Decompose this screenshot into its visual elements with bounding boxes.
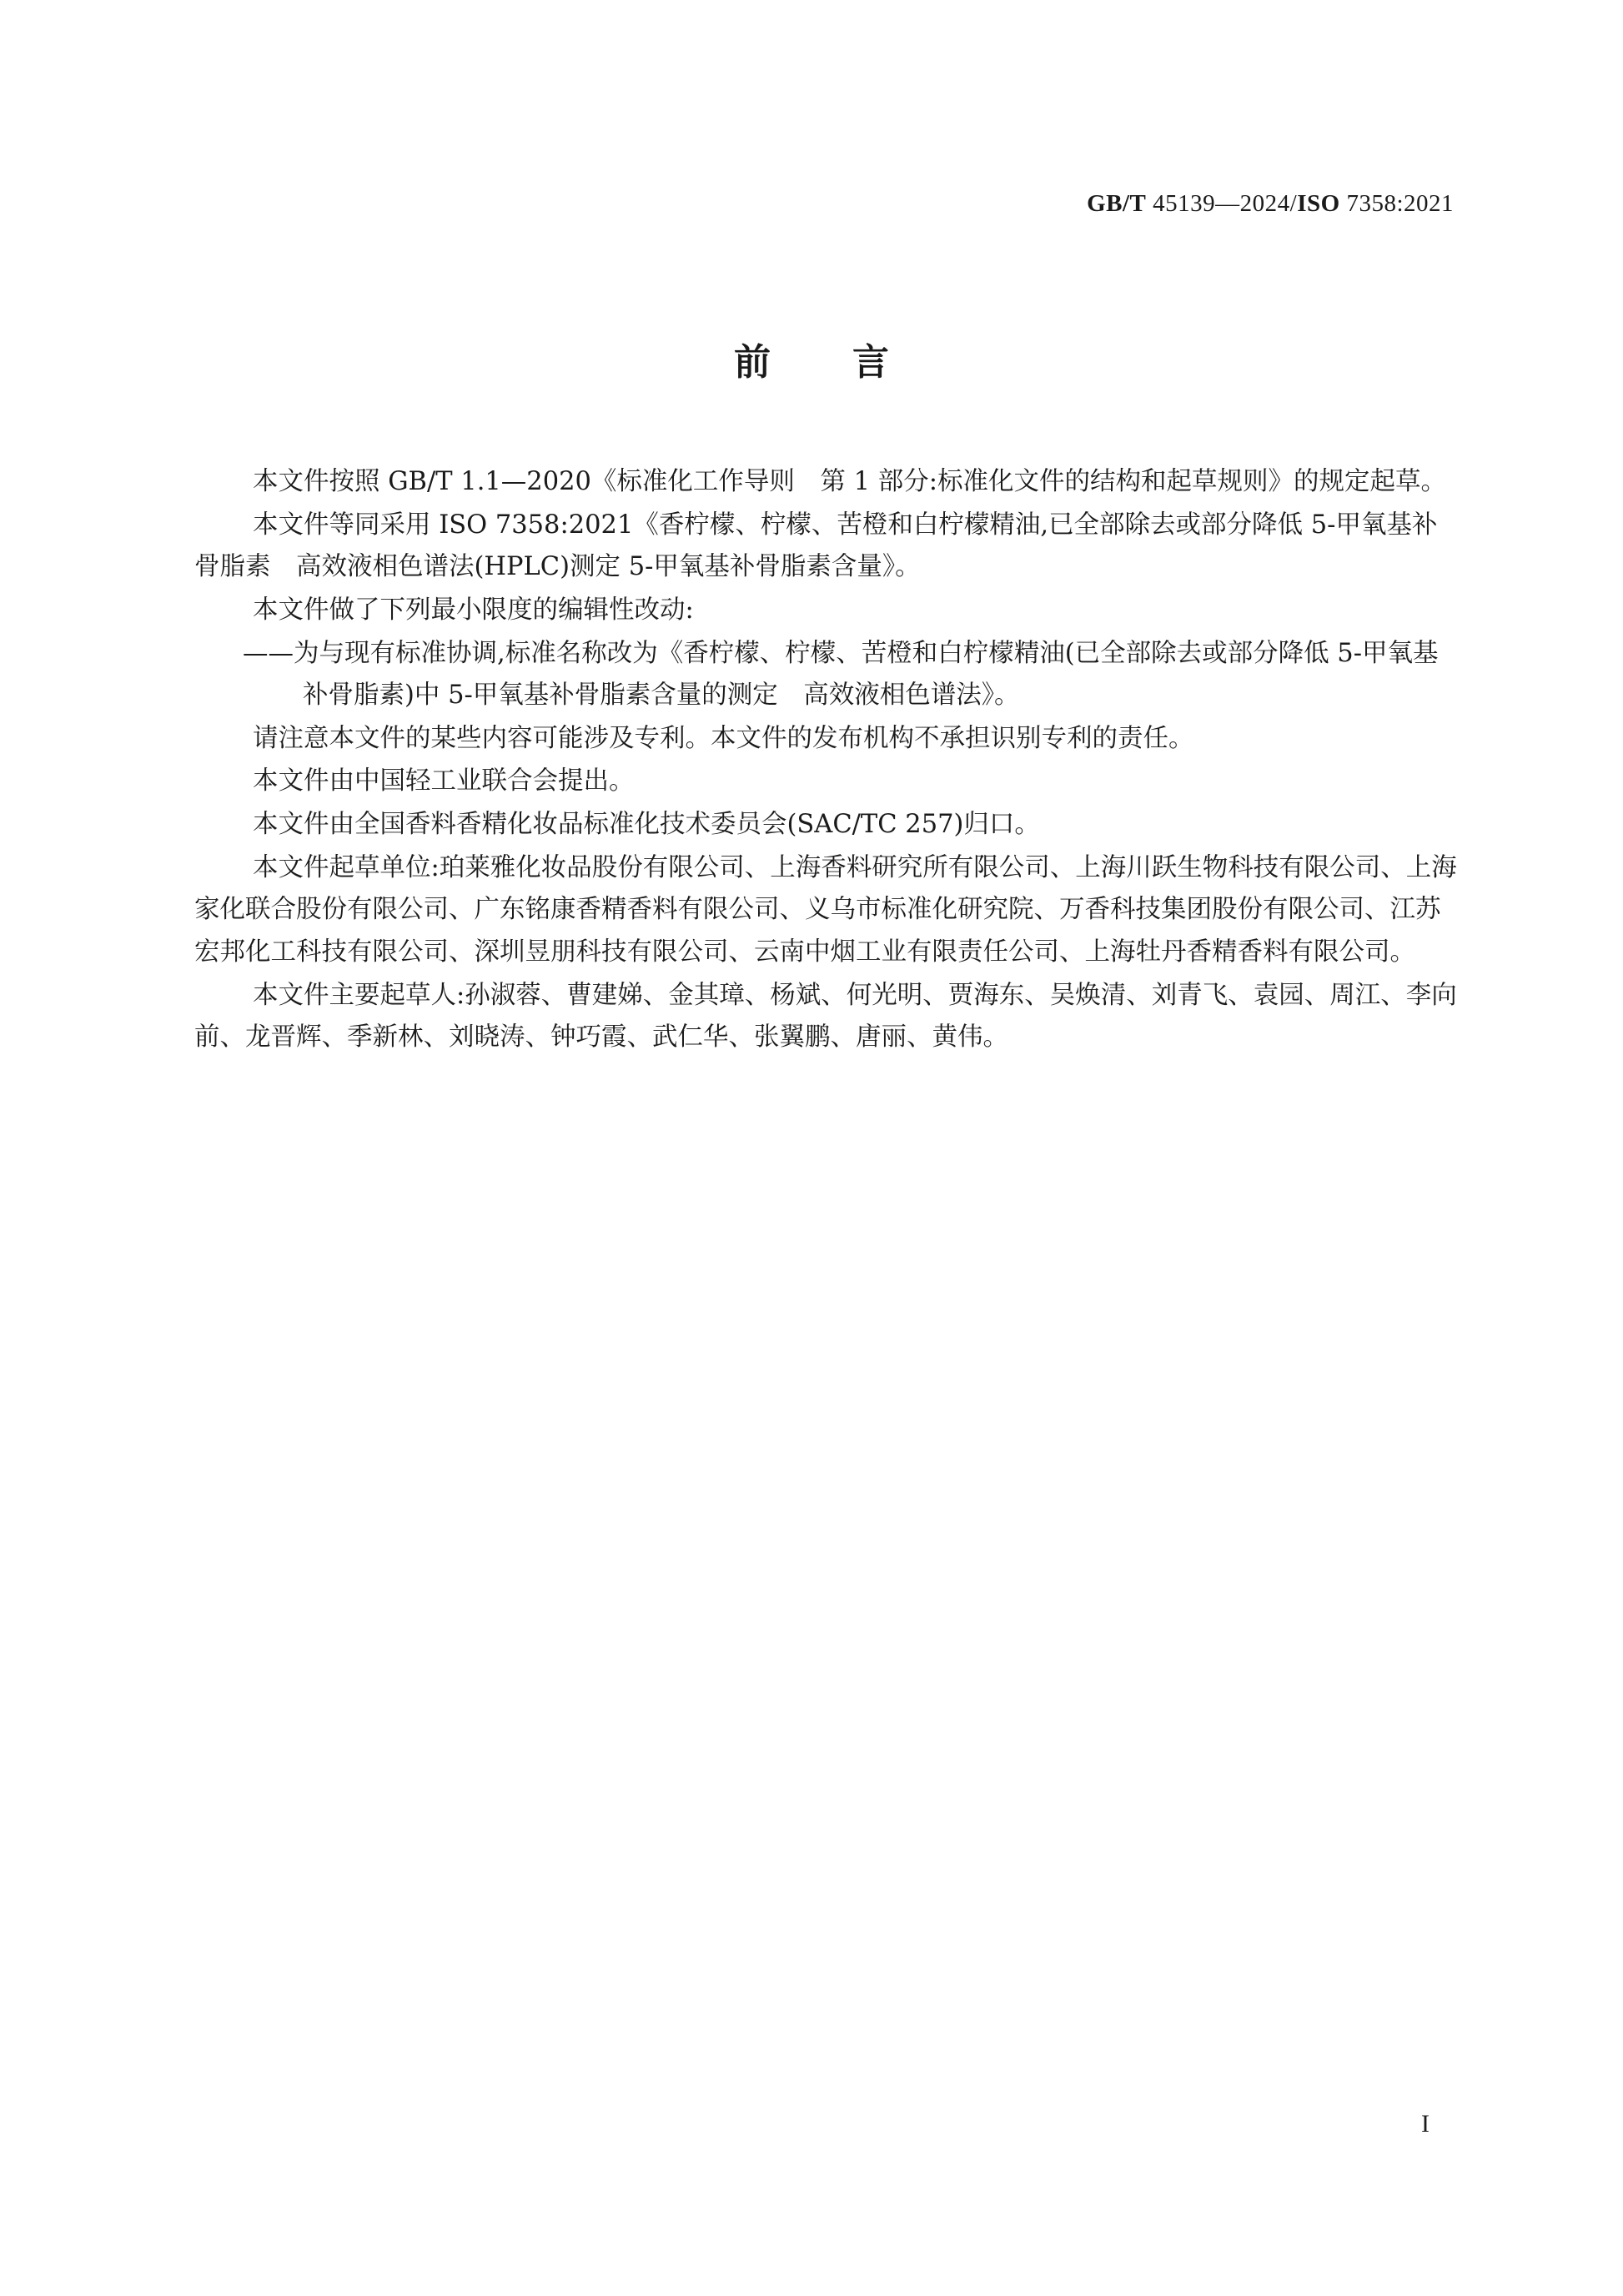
paragraph-drafting-rules: 本文件按照 GB/T 1.1—2020《标准化工作导则 第 1 部分:标准化文件的结构和起草规则》的规定起草。 bbox=[253, 467, 1446, 496]
std-prefix: GB/T bbox=[1087, 190, 1147, 217]
page-title: 前言 bbox=[734, 341, 971, 384]
standard-number: GB/T 45139—2024/ISO 7358:2021 bbox=[1087, 190, 1454, 217]
list-item-title-change: ——为与现有标准协调,标准名称改为《香柠檬、柠檬、苦橙和白柠檬精油(已全部除去或部分降低 5-甲氧基补骨脂素)中 5-甲氧基补骨脂素含量的测定 高效液相色谱法》。 bbox=[243, 638, 1439, 711]
page-number: I bbox=[1421, 2110, 1430, 2138]
paragraph-patent-notice: 请注意本文件的某些内容可能涉及专利。本文件的发布机构不承担识别专利的责任。 bbox=[253, 723, 1194, 753]
iso-number: 7358:2021 bbox=[1346, 190, 1454, 217]
paragraph-drafting-units: 本文件起草单位:珀莱雅化妆品股份有限公司、上海香料研究所有限公司、上海川跃生物科技有限公司、上海家化联合股份有限公司、广东铭康香精香料有限公司、义乌市标准化研究院、万香科技集团股份有限公司、江苏宏邦化工科技有限公司、深圳昱朋科技有限公司、云南中烟工业有限责任公司、上海牡丹香精香料有限公司。 bbox=[194, 852, 1457, 967]
paragraph-drafters: 本文件主要起草人:孙淑蓉、曹建娣、金其璋、杨斌、何光明、贾海东、吴焕清、刘青飞、袁园、周江、李向前、龙晋辉、季新林、刘晓涛、钟巧霞、武仁华、张翼鹏、唐丽、黄伟。 bbox=[194, 980, 1457, 1052]
paragraph-identical-adoption: 本文件等同采用 ISO 7358:2021《香柠檬、柠檬、苦橙和白柠檬精油,已全部除去或部分降低 5-甲氧基补骨脂素 高效液相色谱法(HPLC)测定 5-甲氧基补骨脂素含量》。 bbox=[194, 510, 1438, 582]
foreword-body bbox=[194, 461, 1458, 1060]
paragraph-editorial-changes: 本文件做了下列最小限度的编辑性改动: bbox=[253, 595, 694, 625]
paragraph-proposer: 本文件由中国轻工业联合会提出。 bbox=[253, 766, 635, 796]
iso-prefix: ISO bbox=[1297, 190, 1340, 217]
std-number: 45139—2024 bbox=[1153, 190, 1290, 217]
paragraph-technical-committee: 本文件由全国香料香精化妆品标准化技术委员会(SAC/TC 257)归口。 bbox=[253, 810, 1040, 840]
